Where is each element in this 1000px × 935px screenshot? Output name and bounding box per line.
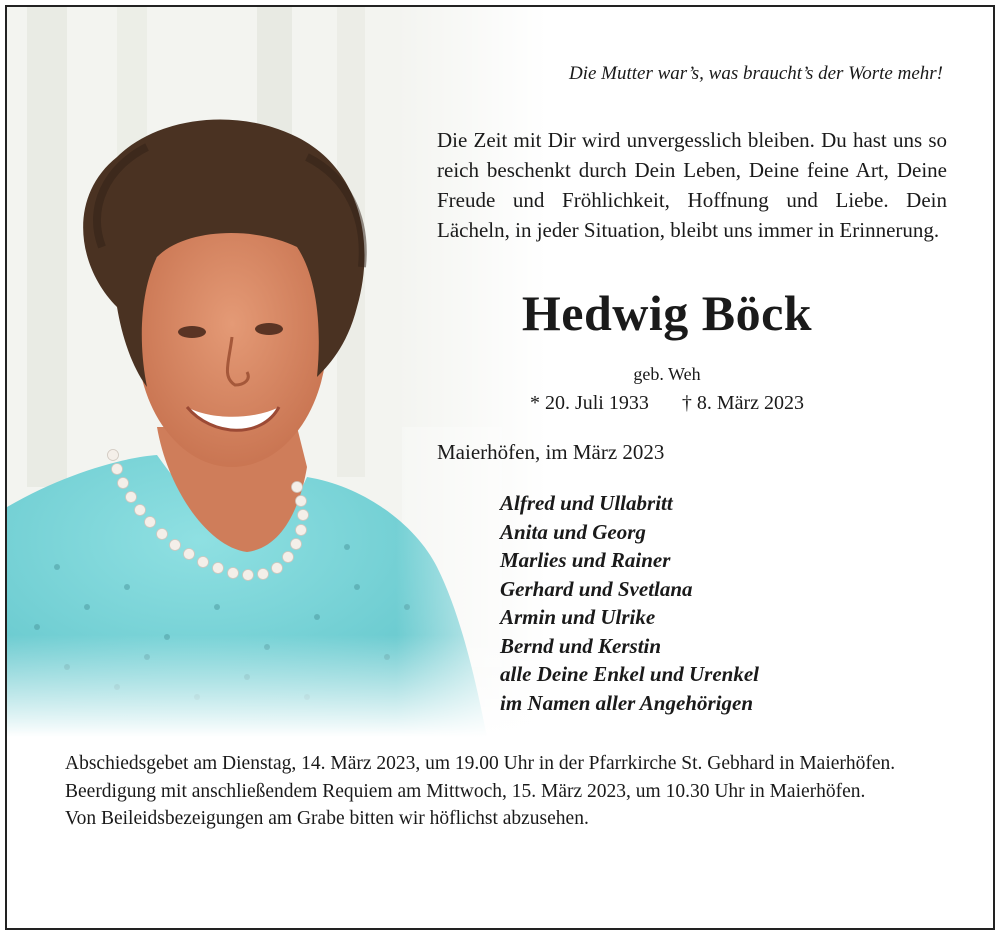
mourner-line: Marlies und Rainer	[500, 548, 671, 572]
mourner-line: Alfred und Ullabritt	[500, 491, 673, 515]
mourner-line: Armin und Ulrike	[500, 605, 656, 629]
birth-date: * 20. Juli 1933	[529, 392, 649, 414]
service-details	[65, 750, 945, 833]
funeral-info: Beerdigung mit anschließendem Requiem am Mittwoch, 15. März 2023, um 10.30 Uhr in Maierhöfen.	[65, 780, 866, 802]
prayer-service-info: Abschiedsgebet am Dienstag, 14. März 2023, um 19.00 Uhr in der Pfarrkirche St. Gebhard in Maierhöfen.	[65, 753, 896, 774]
maiden-name: geb. Weh	[633, 364, 701, 384]
condolence-note: Von Beileidsbezeigungen am Grabe bitten wir höflichst abzusehen.	[65, 808, 589, 829]
place-and-date: Maierhöfen, im März 2023	[437, 440, 665, 464]
obituary-notice	[5, 5, 995, 930]
mourner-line: Anita und Georg	[500, 519, 646, 544]
memorial-poem: Die Zeit mit Dir wird unvergesslich bleiben. Du hast uns so reich beschenkt durch Dein Leben, Deine feine Art, Deine Freude und Fröhlichkeit, Hoffnung und Liebe. Dein Lächeln, in jeder Situation, bleibt uns immer in Erinnerung.	[437, 128, 947, 242]
deceased-name: Hedwig Böck	[521, 285, 813, 341]
mourner-line: alle Deine Enkel und Urenkel	[500, 662, 760, 686]
mourner-line: Gerhard und Svetlana	[500, 576, 693, 601]
mourners-list	[500, 489, 759, 717]
mourner-line: im Namen aller Angehörigen	[500, 690, 753, 715]
mourner-line: Bernd und Kerstin	[500, 633, 662, 658]
motto: Die Mutter war’s, was braucht’s der Worte mehr!	[568, 63, 943, 84]
life-dates	[437, 392, 897, 415]
death-date: † 8. März 2023	[681, 392, 805, 414]
